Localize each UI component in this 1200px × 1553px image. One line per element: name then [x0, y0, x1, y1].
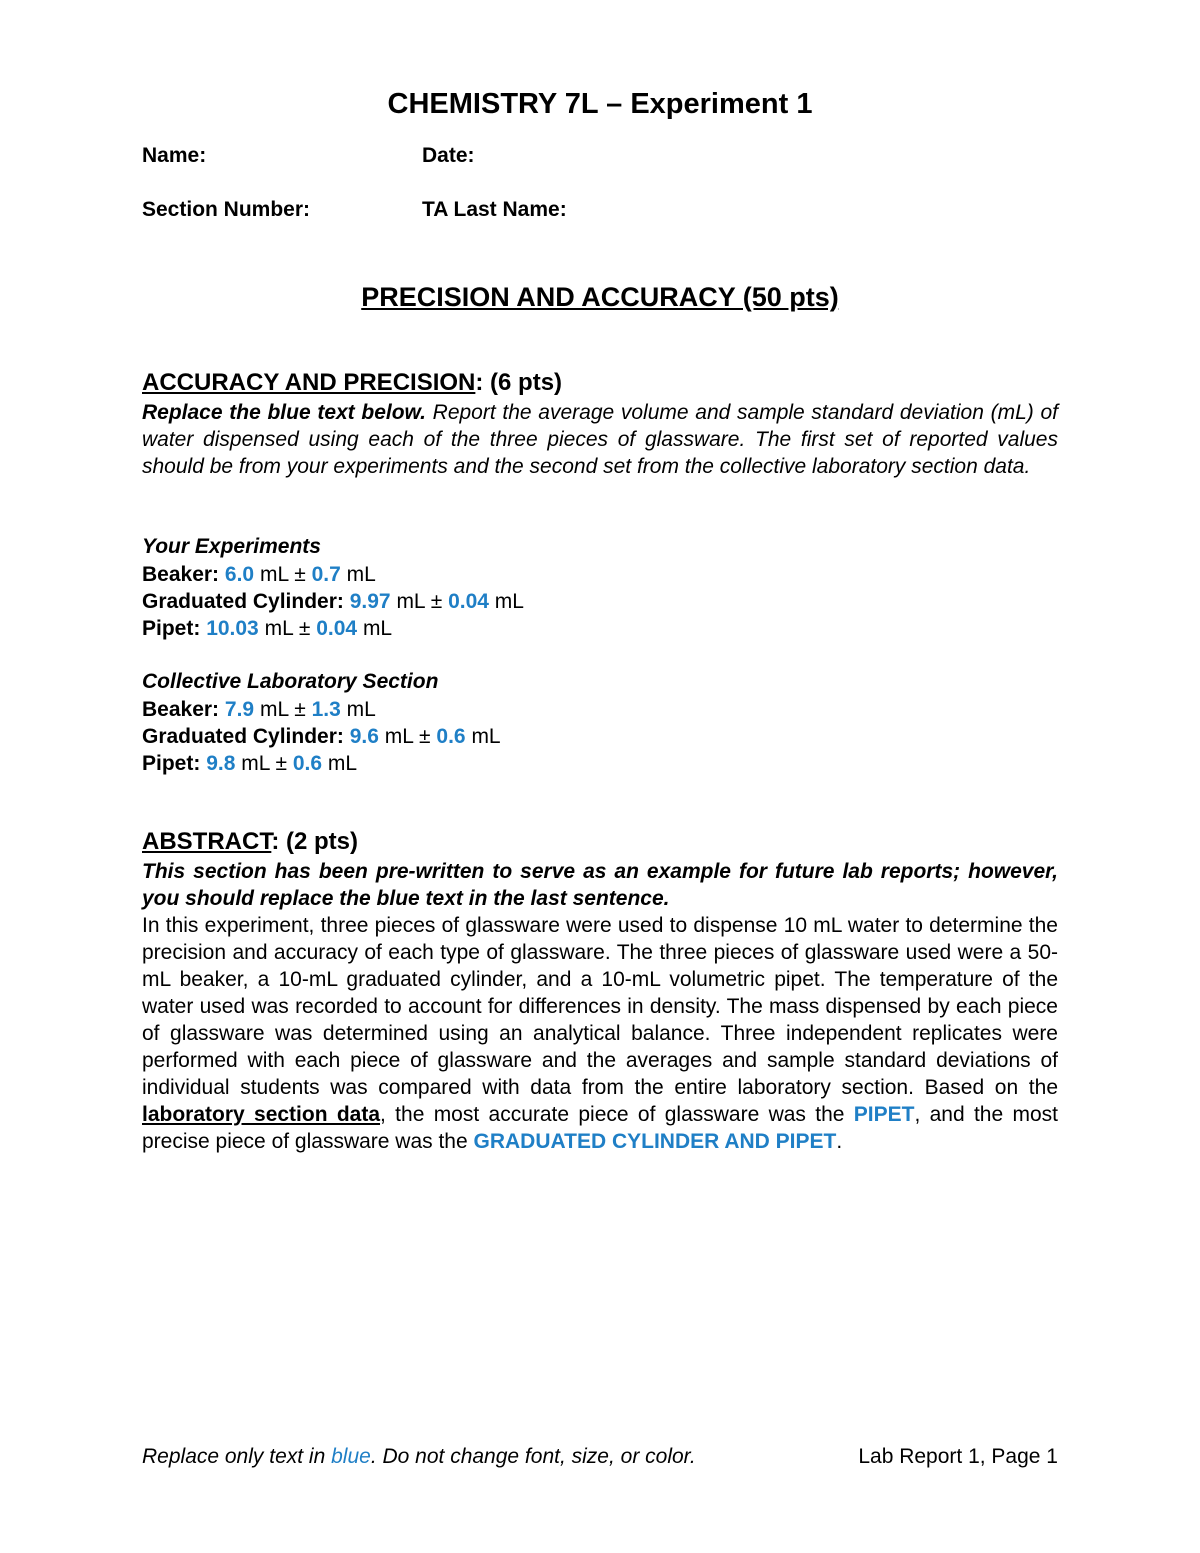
- page-number: Lab Report 1, Page 1: [858, 1445, 1058, 1468]
- unit: mL: [471, 725, 501, 748]
- unit: mL: [396, 590, 425, 613]
- plus-minus: ±: [298, 617, 311, 640]
- measurement-row: [142, 615, 392, 642]
- unit: mL: [259, 698, 289, 721]
- average-value: 9.8: [206, 752, 236, 775]
- measurement-label: Graduated Cylinder:: [142, 725, 344, 748]
- section-number-label: Section Number:: [142, 198, 311, 221]
- average-value: 10.03: [206, 617, 259, 640]
- unit: mL: [384, 725, 414, 748]
- measurement-label: Graduated Cylinder:: [142, 590, 344, 613]
- accuracy-heading-pts: : (6 pts): [475, 369, 563, 396]
- footer-left-a: Replace only text in: [142, 1445, 326, 1468]
- std-dev-value: 0.04: [448, 590, 489, 613]
- measurement-label: Beaker:: [142, 698, 220, 721]
- plus-minus: ±: [419, 725, 431, 748]
- footer-left-b: . Do not change font, size, or color.: [370, 1445, 696, 1468]
- unit: mL: [362, 617, 393, 640]
- abstract-mid-1: , the most accurate piece of glassware was the: [380, 1103, 845, 1126]
- most-accurate-answer: PIPET: [853, 1103, 915, 1126]
- date-label: Date:: [422, 144, 475, 167]
- average-value: 9.6: [349, 725, 379, 748]
- std-dev-value: 0.04: [316, 617, 358, 640]
- measurement-label: Pipet:: [142, 752, 201, 775]
- measurement-row: [142, 561, 376, 588]
- std-dev-value: 1.3: [311, 698, 341, 721]
- ta-last-name-label: TA Last Name:: [422, 198, 567, 221]
- measurement-row: [142, 723, 501, 750]
- std-dev-value: 0.6: [292, 752, 323, 775]
- average-value: 9.97: [349, 590, 391, 613]
- unit: mL: [264, 617, 293, 640]
- instruction-text: Report the average volume and sample standard deviation (mL) of water dispensed using each of the three pieces of glassware. The first set of reported values should be from your experiments and the second set from the collective laboratory section data.: [142, 401, 1058, 478]
- plus-minus: ±: [275, 752, 288, 775]
- document-title: CHEMISTRY 7L – Experiment 1: [387, 88, 813, 120]
- collective-section-heading: Collective Laboratory Section: [142, 670, 439, 693]
- unit: mL: [346, 698, 376, 721]
- accuracy-heading: [142, 368, 562, 398]
- accuracy-heading-text: ACCURACY AND PRECISION: [142, 369, 476, 396]
- main-heading: PRECISION AND ACCURACY (50 pts): [361, 282, 839, 312]
- std-dev-value: 0.7: [311, 563, 341, 586]
- measurement-row: [142, 696, 376, 723]
- abstract-intro: This section has been pre-written to serve as an example for future lab reports; however, you should replace the blue text in the last sentence.: [142, 860, 1058, 910]
- unit: mL: [259, 563, 289, 586]
- abstract-end: .: [836, 1130, 843, 1153]
- abstract-body: [142, 912, 1058, 1155]
- measurement-row: [142, 588, 524, 615]
- laboratory-section-data-link: laboratory section data: [142, 1103, 381, 1126]
- average-value: 7.9: [224, 698, 255, 721]
- abstract-body-text: In this experiment, three pieces of glassware were used to dispense 10 mL water to determine the precision and accuracy of each type of glassware. The three pieces of glassware used were a 50-mL beaker, a 10-mL graduated cylinder, and a 10-mL volumetric pipet. The temperature of the water used was recorded to account for differences in density. The mass dispensed by each piece of glassware was determined using an analytical balance. Three independent replicates were performed with each piece of glassware and the averages and sample standard deviations of individual students was compared with data from the entire laboratory section. Based on the: [142, 914, 1058, 1099]
- measurement-label: Beaker:: [142, 563, 220, 586]
- plus-minus: ±: [294, 563, 306, 586]
- your-experiments-heading: Your Experiments: [142, 535, 321, 558]
- abstract-heading-pts: : (2 pts): [271, 828, 358, 855]
- plus-minus: ±: [294, 698, 306, 721]
- unit: mL: [346, 563, 376, 586]
- unit: mL: [241, 752, 270, 775]
- measurement-label: Pipet:: [142, 617, 201, 640]
- std-dev-value: 0.6: [436, 725, 466, 748]
- footer-instruction: [142, 1443, 696, 1471]
- measurement-row: [142, 750, 357, 777]
- plus-minus: ±: [430, 590, 443, 613]
- unit: mL: [327, 752, 358, 775]
- most-precise-answer: GRADUATED CYLINDER AND PIPET: [473, 1130, 837, 1153]
- accuracy-instructions: [142, 399, 1058, 480]
- footer-blue-word: blue: [331, 1445, 371, 1468]
- unit: mL: [494, 590, 524, 613]
- abstract-heading: [142, 827, 358, 857]
- abstract-heading-text: ABSTRACT: [142, 828, 272, 855]
- name-label: Name:: [142, 144, 207, 167]
- abstract-mid-2: , and the most precise piece of glassware was the: [142, 1103, 1058, 1153]
- average-value: 6.0: [224, 563, 255, 586]
- instruction-bold: Replace the blue text below.: [142, 401, 426, 424]
